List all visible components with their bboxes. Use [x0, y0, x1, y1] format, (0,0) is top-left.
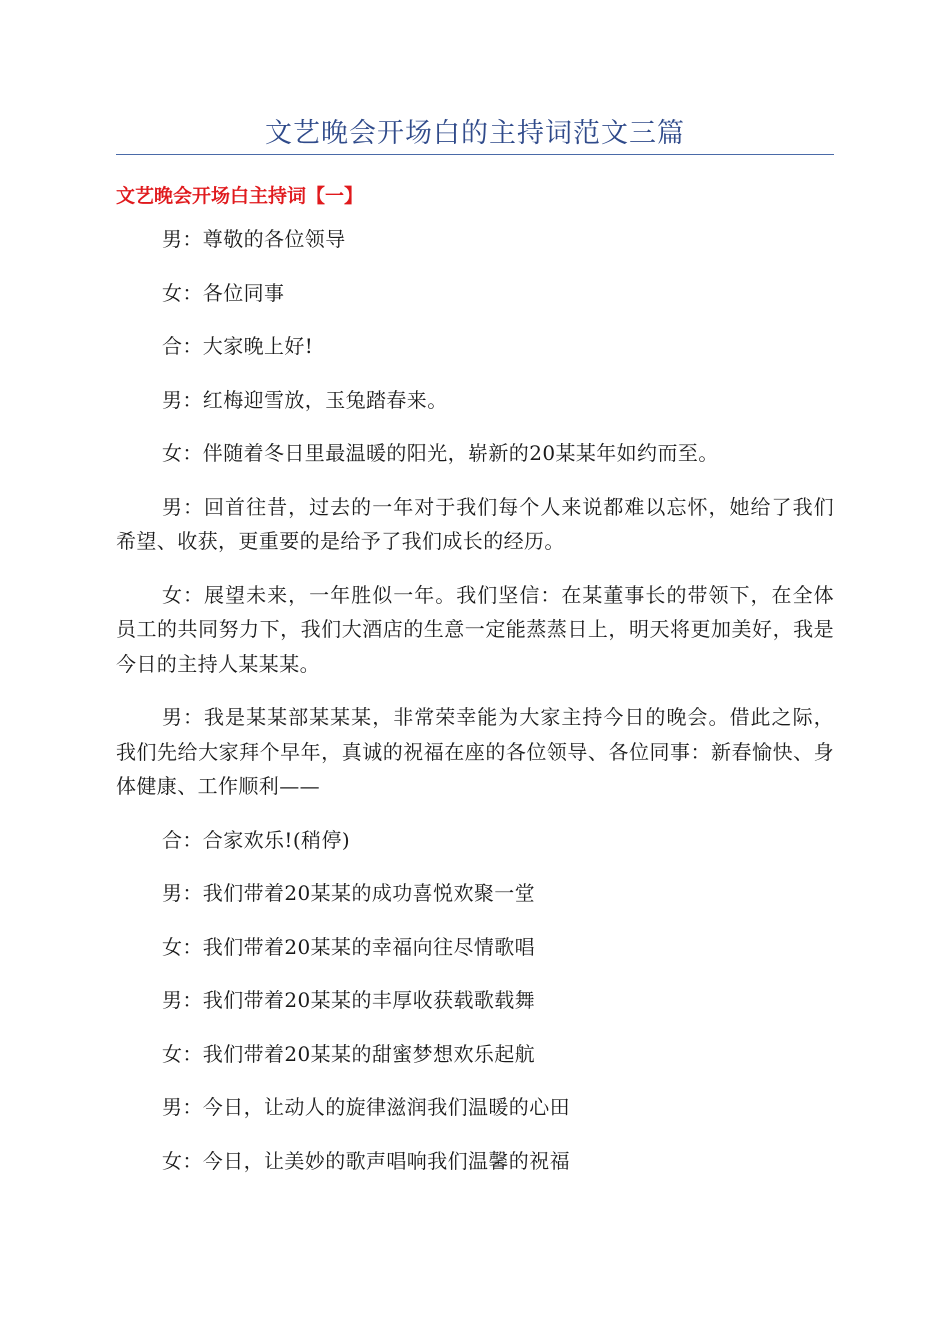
- paragraph: 男：红梅迎雪放，玉兔踏春来。: [162, 387, 448, 412]
- paragraph: 男：我是某某部某某某，非常荣幸能为大家主持今日的晚会。借此之际，我们先给大家拜个早年，真诚的祝福在座的各位领导、各位同事：新春愉快、身体健康、工作顺利——: [116, 705, 834, 798]
- paragraph: 女：今日，让美妙的歌声唱响我们温馨的祝福: [162, 1148, 570, 1173]
- paragraph: 女：各位同事: [162, 280, 285, 305]
- paragraph: 合：合家欢乐!(稍停): [162, 827, 351, 852]
- paragraph: 女：我们带着20某某的甜蜜梦想欢乐起航: [162, 1041, 536, 1066]
- paragraph: 男：我们带着20某某的成功喜悦欢聚一堂: [162, 881, 536, 905]
- paragraph: 女：我们带着20某某的幸福向往尽情歌唱: [162, 934, 536, 959]
- paragraph: 女：伴随着冬日里最温暖的阳光，崭新的20某某年如约而至。: [162, 441, 719, 465]
- paragraph: 男：今日，让动人的旋律滋润我们温暖的心田: [162, 1095, 570, 1119]
- paragraph: 合：大家晚上好!: [162, 334, 314, 358]
- title-underline: [116, 154, 834, 155]
- section-heading: 文艺晚会开场白主持词【一】: [116, 185, 364, 207]
- document-body: [116, 222, 834, 1197]
- paragraph: 男：回首往昔，过去的一年对于我们每个人来说都难以忘怀，她给了我们希望、收获，更重要的是给予了我们成长的经历。: [116, 494, 834, 553]
- document-title: 文艺晚会开场白的主持词范文三篇: [265, 118, 685, 149]
- paragraph: 女：展望未来，一年胜似一年。我们坚信：在某董事长的带领下，在全体员工的共同努力下，我们大酒店的生意一定能蒸蒸日上，明天将更加美好，我是今日的主持人某某某。: [116, 582, 834, 676]
- paragraph: 男：我们带着20某某的丰厚收获载歌载舞: [162, 988, 536, 1012]
- paragraph: 男：尊敬的各位领导: [162, 227, 346, 251]
